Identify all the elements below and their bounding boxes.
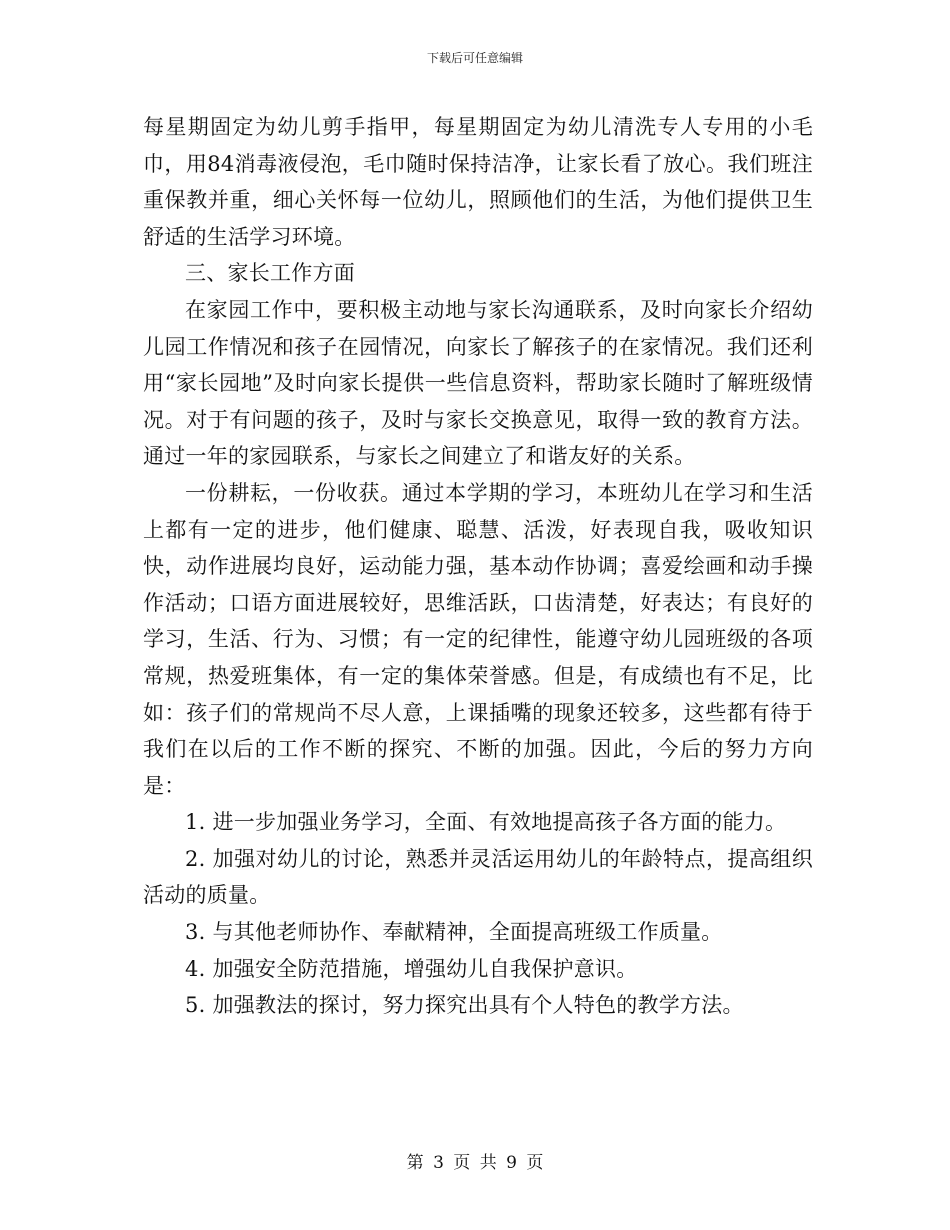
document-body <box>143 109 813 1024</box>
paragraph-hygiene-care: 每星期固定为幼儿剪手指甲，每星期固定为幼儿清洗专人专用的小毛巾，用84消毒液侵泡，毛巾随时保持洁净，让家长看了放心。我们班注重保教并重，细心关怀每一位幼儿，照顾他们的生活，为他们提供卫生舒适的生活学习环境。 <box>143 115 813 249</box>
list-item-5: 5. 加强教法的探讨，努力探究出具有个人特色的教学方法。 <box>185 993 744 1018</box>
section-heading-parent-work: 三、家长工作方面 <box>185 261 355 286</box>
list-item-1: 1. 进一步加强业务学习，全面、有效地提高孩子各方面的能力。 <box>185 810 787 835</box>
paragraph-home-school-contact: 在家园工作中，要积极主动地与家长沟通联系，及时向家长介绍幼儿园工作情况和孩子在园情况，向家长了解孩子的在家情况。我们还利用“家长园地”及时向家长提供一些信息资料，帮助家长随时了解班级情况。对于有问题的孩子，及时与家长交换意见，取得一致的教育方法。通过一年的家园联系，与家长之间建立了和谐友好的关系。 <box>143 297 813 469</box>
page-number-footer: 第 3 页 共 9 页 <box>406 1153 544 1173</box>
page-header-note: 下载后可任意编辑 <box>426 51 523 65</box>
list-item-2: 2. 加强对幼儿的讨论，熟悉并灵活运用幼儿的年龄特点，提高组织活动的质量。 <box>143 846 813 908</box>
list-item-4: 4. 加强安全防范措施，增强幼儿自我保护意识。 <box>185 956 638 981</box>
paragraph-semester-summary: 一份耕耘，一份收获。通过本学期的学习，本班幼儿在学习和生活上都有一定的进步，他们健康、聪慧、活泼，好表现自我，吸收知识快，动作进展均良好，运动能力强，基本动作协调；喜爱绘画和动手操作活动；口语方面进展较好，思维活跃，口齿清楚，好表达；有良好的学习，生活、行为、习惯；有一定的纪律性，能遵守幼儿园班级的各项常规，热爱班集体，有一定的集体荣誉感。但是，有成绩也有不足，比如：孩子们的常规尚不尽人意，上课插嘴的现象还较多，这些都有待于我们在以后的工作不断的探究、不断的加强。因此，今后的努力方向是： <box>143 480 813 798</box>
list-item-3: 3. 与其他老师协作、奉献精神，全面提高班级工作质量。 <box>185 920 723 945</box>
